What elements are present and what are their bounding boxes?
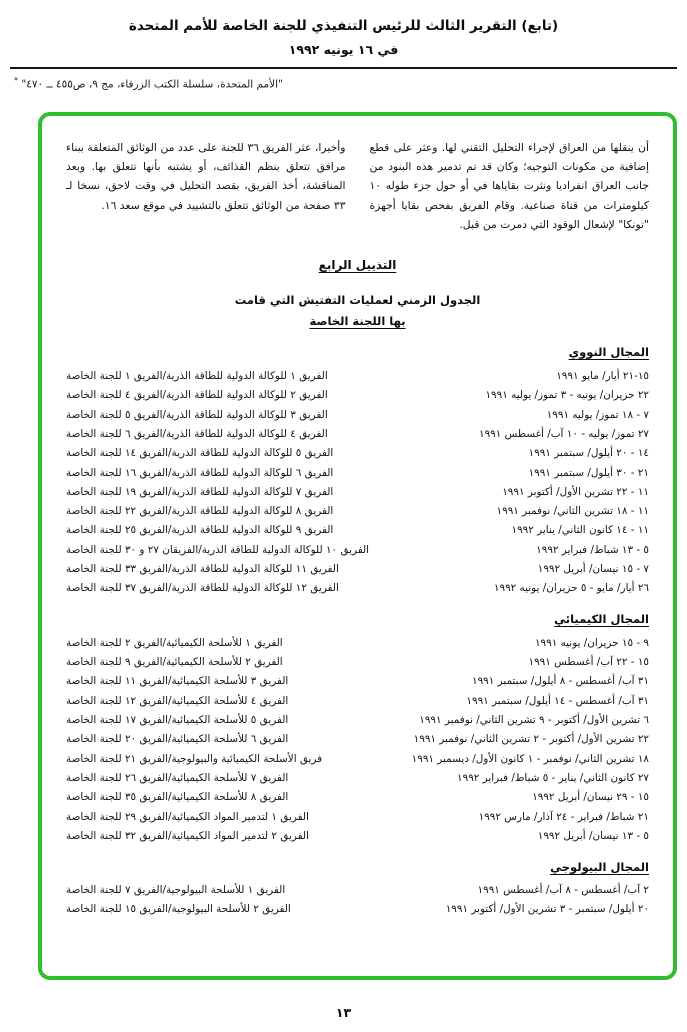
page-number: ١٣ <box>335 1005 352 1020</box>
table-title <box>66 290 649 331</box>
header-divider <box>10 67 677 69</box>
intro-column-left: وأخيرا، عثر الفريق ٣٦ للجنة على عدد من الوثائق المتعلقة ببناء مرافق تتعلق بنظم القذائف، أو يشتبه بأنها تتعلق بها. وبعد المناقشة، أخذ الفريق، بقصد التحليل في وقت لاحق، نسخا لـ ٣٣ صفحة من الوثائق تتعلق بالتشييد في موقع سعد ١٦. <box>66 141 346 212</box>
inspection-date: ١٤ - ٢٠ أيلول/ سبتمبر ١٩٩١ <box>528 447 649 460</box>
inspection-row <box>66 710 649 729</box>
inspection-row <box>66 386 649 405</box>
appendix-title: التذييل الرابع <box>318 258 397 273</box>
inspection-team: فريق الأسلحة الكيميائية والبيولوجية/الفريق ٢١ للجنة الخاصة <box>66 752 323 765</box>
inspection-team: الفريق ٩ للوكالة الدولية للطاقة الذرية/الفريق ٢٥ للجنة الخاصة <box>66 524 334 537</box>
inspection-team: الفريق ٣ للأسلحة الكيميائية/الفريق ١١ للجنة الخاصة <box>66 675 289 688</box>
inspection-date: ٧ - ١٥ نيسان/ أبريل ١٩٩٢ <box>537 563 649 576</box>
inspection-team: الفريق ٥ للوكالة الدولية للطاقة الذرية/الفريق ١٤ للجنة الخاصة <box>66 447 334 460</box>
inspection-row <box>66 444 649 463</box>
footnote <box>14 76 673 91</box>
inspection-row <box>66 749 649 768</box>
inspection-team: الفريق ٤ للأسلحة الكيميائية/الفريق ١٢ للجنة الخاصة <box>66 694 289 707</box>
inspection-row <box>66 521 649 540</box>
section-heading: المجال الكيميائي <box>554 612 649 627</box>
inspection-team: الفريق ٤ للوكالة الدولية للطاقة الذرية/الفريق ٦ للجنة الخاصة <box>66 427 328 440</box>
inspection-date: ٢ آب/ أغسطس - ٨ آب/ أغسطس ١٩٩١ <box>477 884 649 897</box>
inspection-team: الفريق ١ للأسلحة الكيميائية/الفريق ٢ للجنة الخاصة <box>66 636 283 649</box>
inspection-row <box>66 807 649 826</box>
inspection-date: ١١ - ١٨ تشرين الثاني/ نوفمبر ١٩٩١ <box>496 505 649 518</box>
inspection-date: ٢٠ أيلول/ سبتمبر - ٣ تشرين الأول/ أكتوبر ١٩٩١ <box>445 903 649 916</box>
inspection-team: الفريق ١١ للوكالة الدولية للطاقة الذرية/الفريق ٣٣ للجنة الخاصة <box>66 563 339 576</box>
inspection-row <box>66 788 649 807</box>
inspection-row <box>66 560 649 579</box>
inspection-team: الفريق ١ للوكالة الدولية للطاقة الذرية/الفريق ١ للجنة الخاصة <box>66 369 328 382</box>
document-date: في ١٦ يونيه ١٩٩٢ <box>288 42 399 58</box>
section-heading: المجال البيولوجي <box>550 859 649 874</box>
inspection-date: ١١ - ٢٢ تشرين الأول/ أكتوبر ١٩٩١ <box>502 485 649 498</box>
footnote-marker: * <box>14 76 18 86</box>
inspection-team: الفريق ٧ للوكالة الدولية للطاقة الذرية/الفريق ١٩ للجنة الخاصة <box>66 485 334 498</box>
inspection-team: الفريق ٥ للأسلحة الكيميائية/الفريق ١٧ للجنة الخاصة <box>66 713 289 726</box>
inspection-team: الفريق ١٢ للوكالة الدولية للطاقة الذرية/الفريق ٣٧ للجنة الخاصة <box>66 582 339 595</box>
inspection-date: ٢٧ كانون الثاني/ يناير - ٥ شباط/ فبراير ١٩٩٢ <box>457 771 649 784</box>
inspection-date: ٥ - ١٣ نيسان/ أبريل ١٩٩٢ <box>537 829 649 842</box>
inspection-team: الفريق ١ لتدمير المواد الكيميائية/الفريق ٢٩ للجنة الخاصة <box>66 810 309 823</box>
inspection-date: ٧ - ١٨ تموز/ يوليه ١٩٩١ <box>546 408 649 421</box>
inspection-team: الفريق ٢ للأسلحة الكيميائية/الفريق ٩ للجنة الخاصة <box>66 656 283 669</box>
inspection-team: الفريق ٨ للأسلحة الكيميائية/الفريق ٣٥ للجنة الخاصة <box>66 791 289 804</box>
table-title-line2: بها اللجنة الخاصة <box>309 313 406 328</box>
inspection-row <box>66 691 649 710</box>
inspection-row <box>66 768 649 787</box>
inspection-team: الفريق ٢ لتدمير المواد الكيميائية/الفريق ٣٢ للجنة الخاصة <box>66 829 309 842</box>
inspection-team: الفريق ٣ للوكالة الدولية للطاقة الذرية/الفريق ٥ للجنة الخاصة <box>66 408 328 421</box>
section-heading: المجال النووي <box>568 345 649 360</box>
section-biological <box>66 860 649 920</box>
table-title-line1: الجدول الزمني لعمليات التفتيش التي قامت <box>234 293 481 308</box>
inspection-date: ٦ تشرين الأول/ أكتوبر - ٩ تشرين الثاني/ نوفمبر ١٩٩١ <box>419 713 649 726</box>
inspection-date: ٩ - ١٥ حزيران/ يونيه ١٩٩١ <box>534 636 649 649</box>
intro-paragraphs <box>66 138 649 234</box>
inspection-row <box>66 672 649 691</box>
inspection-row <box>66 540 649 559</box>
inspection-row <box>66 730 649 749</box>
inspection-date: ٢٢ حزيران/ يونيه - ٣ تموز/ يوليه ١٩٩١ <box>485 389 649 402</box>
inspection-row <box>66 900 649 919</box>
inspection-team: الفريق ٦ للأسلحة الكيميائية/الفريق ٢٠ للجنة الخاصة <box>66 733 289 746</box>
inspection-date: ١٥ - ٢٢ آب/ أغسطس ١٩٩١ <box>528 656 649 669</box>
inspection-team: الفريق ١٠ للوكالة الدولية للطاقة الذرية/الفريقان ٢٧ و ٣٠ للجنة الخاصة <box>66 543 370 556</box>
inspection-row <box>66 652 649 671</box>
inspection-row <box>66 881 649 900</box>
inspection-date: ٥ - ١٣ شباط/ فبراير ١٩٩٢ <box>536 543 649 556</box>
inspection-date: ١٥ - ٢٩ نيسان/ أبريل ١٩٩٢ <box>532 791 649 804</box>
footnote-text: "الأمم المتحدة، سلسلة الكتب الزرقاء، مج ٩، ص٤٥٥ ــ ٤٧٠" <box>21 78 283 91</box>
inspection-row <box>66 366 649 385</box>
document-header <box>0 0 687 57</box>
inspection-date: ٢١ - ٣٠ أيلول/ سبتمبر ١٩٩١ <box>528 466 649 479</box>
inspection-team: الفريق ٢ للوكالة الدولية للطاقة الذرية/الفريق ٤ للجنة الخاصة <box>66 389 328 402</box>
inspection-team: الفريق ٦ للوكالة الدولية للطاقة الذرية/الفريق ١٦ للجنة الخاصة <box>66 466 334 479</box>
inspection-sections <box>66 345 649 919</box>
document-title: (تابع) التقرير الثالث للرئيس التنفيذي للجنة الخاصة للأمم المتحدة <box>128 18 559 34</box>
inspection-row <box>66 405 649 424</box>
inspection-row <box>66 579 649 598</box>
inspection-date: ٢١ شباط/ فبراير - ٢٤ آذار/ مارس ١٩٩٢ <box>478 810 649 823</box>
inspection-date: ٢٦ أيار/ مايو - ٥ حزيران/ يونيه ١٩٩٢ <box>493 582 649 595</box>
inspection-date: ٣١ آب/ أغسطس - ١٤ أيلول/ سبتمبر ١٩٩١ <box>466 694 649 707</box>
inspection-date: ٢٧ تموز/ يوليه - ١٠ آب/ أغسطس ١٩٩١ <box>478 427 649 440</box>
inspection-team: الفريق ١ للأسلحة البيولوجية/الفريق ٧ للجنة الخاصة <box>66 884 286 897</box>
inspection-row <box>66 482 649 501</box>
inspection-row <box>66 502 649 521</box>
intro-column-right: أن ينقلها من العراق لإجراء التحليل التقني لها. وعثر على قطع إضافية من مكونات التوجيه؛ وكان قد تم تدمير هذه البنود من جانب العراق انفراديا ونثرت بقاياها في أو حول جزء طوله ١٠ كيلومترات من قناة صناعية. وقام الفريق بفحص بقايا أجهزة "تونكا" لإشعال الوقود التي دمرت من قبل. <box>369 141 649 231</box>
inspection-date: ١١ - ١٤ كانون الثاني/ يناير ١٩٩٢ <box>511 524 649 537</box>
inspection-row <box>66 424 649 443</box>
section-nuclear <box>66 345 649 598</box>
inspection-row <box>66 463 649 482</box>
inspection-row <box>66 633 649 652</box>
inspection-date: ١٥-٢١ أيار/ مايو ١٩٩١ <box>556 369 649 382</box>
inspection-team: الفريق ٨ للوكالة الدولية للطاقة الذرية/الفريق ٢٢ للجنة الخاصة <box>66 505 334 518</box>
inspection-date: ٢٢ تشرين الأول/ أكتوبر - ٢ تشرين الثاني/ نوفمبر ١٩٩١ <box>413 733 649 746</box>
content-box <box>38 112 677 980</box>
inspection-row <box>66 826 649 845</box>
section-chemical <box>66 612 649 845</box>
inspection-date: ٣١ آب/ أغسطس - ٨ أيلول/ سبتمبر ١٩٩١ <box>472 675 649 688</box>
inspection-date: ١٨ تشرين الثاني/ نوفمبر - ١ كانون الأول/ ديسمبر ١٩٩١ <box>411 752 649 765</box>
inspection-team: الفريق ٧ للأسلحة الكيميائية/الفريق ٢٦ للجنة الخاصة <box>66 771 289 784</box>
inspection-team: الفريق ٢ للأسلحة البيولوجية/الفريق ١٥ للجنة الخاصة <box>66 903 291 916</box>
